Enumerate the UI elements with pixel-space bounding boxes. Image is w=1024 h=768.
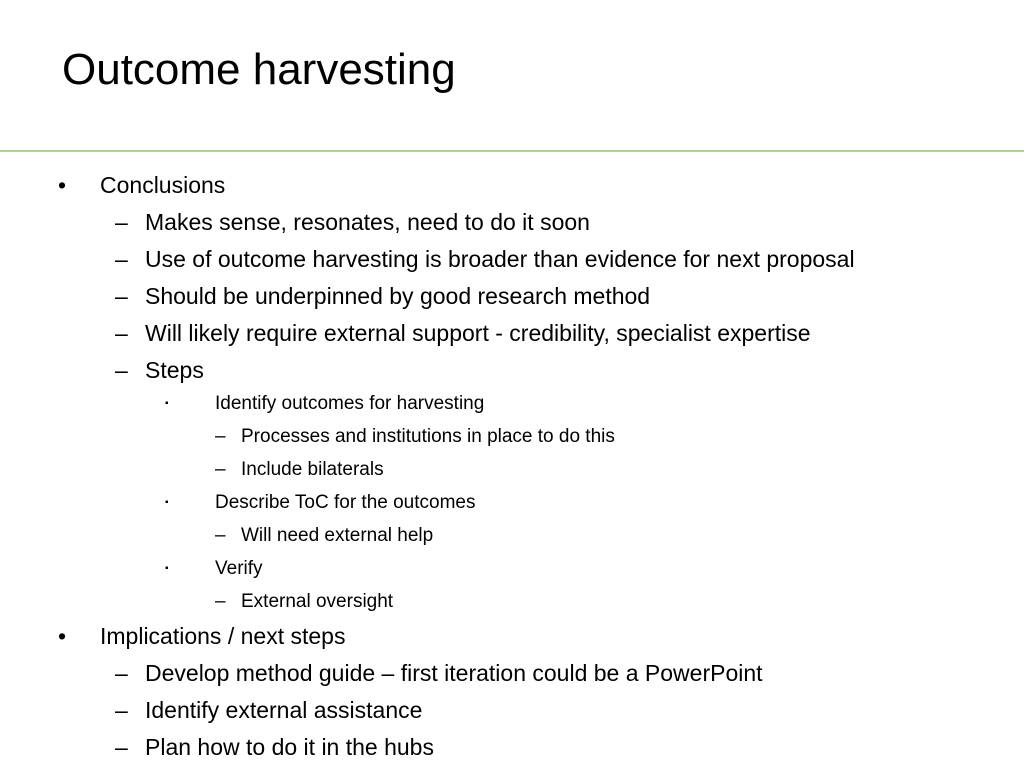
list-item-text: Will likely require external support - credibility, specialist expertise — [145, 320, 811, 346]
list-item-text: Include bilaterals — [241, 459, 384, 480]
dash-marker: – — [215, 459, 226, 480]
list-item-text: Plan how to do it in the hubs — [145, 734, 434, 760]
list-item-text: External oversight — [241, 591, 394, 612]
list-item-text: Verify — [215, 558, 263, 579]
dash-marker: – — [115, 209, 128, 235]
dash-marker: – — [115, 660, 128, 686]
list-item-text: Makes sense, resonates, need to do it soon — [145, 209, 590, 235]
list-item-text: Describe ToC for the outcomes — [215, 492, 476, 513]
bullet-marker: • — [58, 623, 67, 649]
square-bullet-marker: ▪ — [165, 563, 169, 574]
dash-marker: – — [115, 283, 128, 309]
list-item-text: Should be underpinned by good research method — [145, 283, 651, 309]
list-item-text: Conclusions — [100, 172, 226, 198]
dash-marker: – — [215, 426, 226, 447]
list-item-text: Identify external assistance — [145, 697, 423, 723]
slide-title: Outcome harvesting — [62, 45, 456, 94]
list-item-text: Develop method guide – first iteration could be a PowerPoint — [145, 660, 763, 686]
dash-marker: – — [115, 246, 128, 272]
bullet-marker: • — [58, 172, 67, 198]
list-item-text: Steps — [145, 357, 204, 383]
list-item-text: Implications / next steps — [100, 623, 346, 649]
list-item-text: Processes and institutions in place to do this — [241, 426, 615, 447]
dash-marker: – — [115, 357, 128, 383]
dash-marker: – — [215, 525, 226, 546]
dash-marker: – — [115, 320, 128, 346]
square-bullet-marker: ▪ — [165, 398, 169, 409]
dash-marker: – — [215, 591, 226, 612]
list-item-text: Will need external help — [241, 525, 434, 546]
list-item-text: Identify outcomes for harvesting — [215, 393, 485, 414]
square-bullet-marker: ▪ — [165, 497, 169, 508]
title-divider — [0, 150, 1024, 152]
dash-marker: – — [115, 697, 128, 723]
dash-marker: – — [115, 734, 128, 760]
list-item-text: Use of outcome harvesting is broader than evidence for next proposal — [145, 246, 855, 272]
